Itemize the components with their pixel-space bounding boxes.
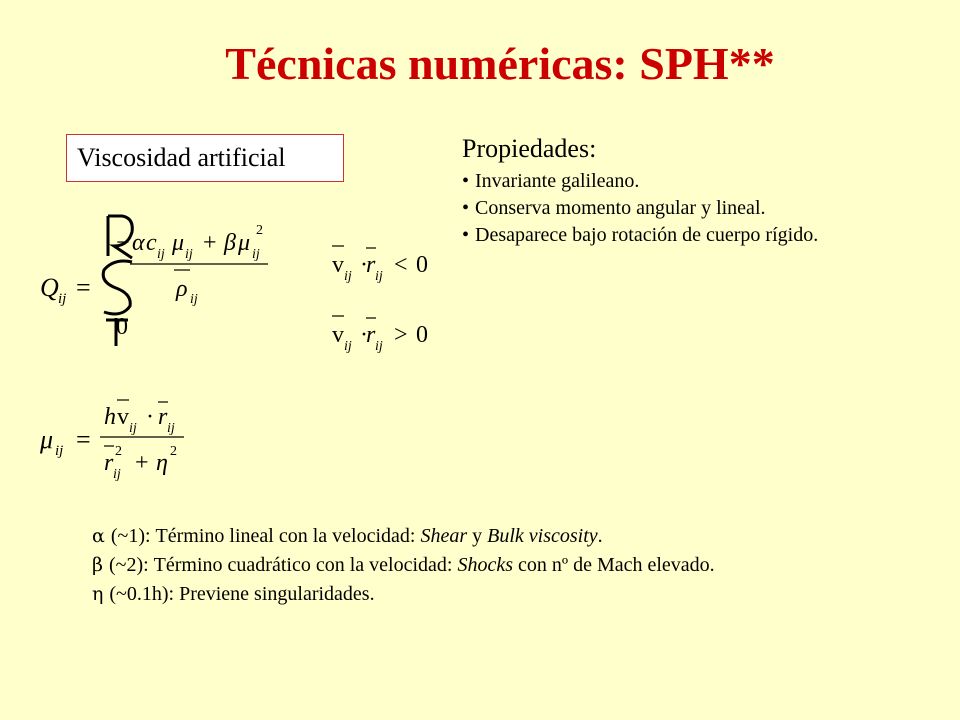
parameter-notes (92, 522, 715, 609)
zero-value: 0 (116, 314, 128, 340)
square-superscript: 2 (170, 444, 177, 459)
v-subscript: ij (344, 339, 352, 354)
bullet-icon: • (462, 224, 470, 246)
alpha-symbol: α (132, 230, 145, 256)
note-emphasis: Bulk viscosity (487, 525, 598, 547)
r-symbol: r (366, 322, 376, 348)
mu-symbol: μ (172, 230, 185, 256)
note-text: con nº de Mach elevado. (513, 554, 715, 576)
q-equation (40, 216, 268, 346)
bullet-icon: • (462, 170, 470, 192)
note-text: . (597, 525, 603, 547)
equals-sign: = (76, 273, 91, 302)
r-subscript: ij (113, 467, 121, 482)
r-symbol: r (158, 404, 168, 430)
note-eta (92, 580, 715, 609)
mu-equation (39, 400, 184, 482)
bullet-icon: • (462, 197, 470, 219)
v-subscript: ij (129, 421, 137, 436)
rho-symbol: ρ (176, 276, 188, 302)
square-superscript: 2 (115, 444, 122, 459)
c-subscript: ij (157, 247, 165, 262)
note-alpha (92, 522, 715, 551)
dot-operator: · (360, 322, 368, 348)
r-symbol: r (366, 252, 376, 278)
condition-negative (332, 246, 428, 284)
eta-icon: η (92, 583, 104, 605)
mu-symbol: μ (40, 425, 54, 454)
zero-value: 0 (416, 252, 428, 278)
condition-positive (332, 316, 428, 354)
v-subscript: ij (344, 269, 352, 284)
slide-title: Técnicas numéricas: SPH** (225, 38, 775, 89)
q-subscript: ij (58, 291, 67, 307)
note-text: (~2): Término cuadrático con la velocidad: (108, 554, 458, 576)
v-symbol: v (332, 252, 344, 278)
beta-icon: β (92, 554, 103, 576)
r-subscript: ij (375, 339, 383, 354)
v-symbol: v (332, 322, 344, 348)
mu-subscript: ij (252, 247, 260, 262)
rho-subscript: ij (190, 292, 198, 307)
note-text: y (467, 525, 488, 547)
c-symbol: c (146, 230, 157, 256)
r-subscript: ij (375, 269, 383, 284)
mu-subscript: ij (185, 247, 193, 262)
plus-sign: + (203, 230, 217, 256)
plus-sign: + (135, 450, 149, 476)
mu-symbol: μ (238, 230, 251, 256)
note-beta (92, 551, 715, 580)
h-symbol: h (104, 404, 116, 430)
note-emphasis: Shear (420, 525, 468, 547)
alpha-icon: α (92, 525, 105, 547)
dot-operator: · (360, 252, 368, 278)
r-subscript: ij (167, 421, 175, 436)
viscosity-label-box: Viscosidad artificial (66, 134, 344, 182)
less-than-sign: < (394, 252, 408, 278)
beta-symbol: β (224, 230, 236, 256)
greater-than-sign: > (394, 322, 408, 348)
note-text: (~0.1h): Previene singularidades. (109, 583, 375, 605)
properties-item-text: Conserva momento angular y lineal. (475, 197, 766, 219)
square-superscript: 2 (256, 223, 263, 238)
zero-value: 0 (416, 322, 428, 348)
note-text: (~1): Término lineal con la velocidad: (110, 525, 421, 547)
equals-sign: = (76, 425, 91, 454)
dot-operator: · (146, 404, 154, 430)
minus-sign: − (116, 230, 130, 256)
note-emphasis: Shocks (457, 554, 513, 576)
properties-heading: Propiedades: (462, 134, 597, 163)
r-symbol: r (104, 450, 114, 476)
v-symbol: v (117, 404, 129, 430)
mu-subscript: ij (55, 443, 64, 459)
q-symbol: Q (40, 273, 59, 302)
properties-item-text: Desaparece bajo rotación de cuerpo rígido. (475, 224, 819, 246)
properties-item-text: Invariante galileano. (475, 170, 640, 192)
eta-symbol: η (156, 450, 168, 476)
